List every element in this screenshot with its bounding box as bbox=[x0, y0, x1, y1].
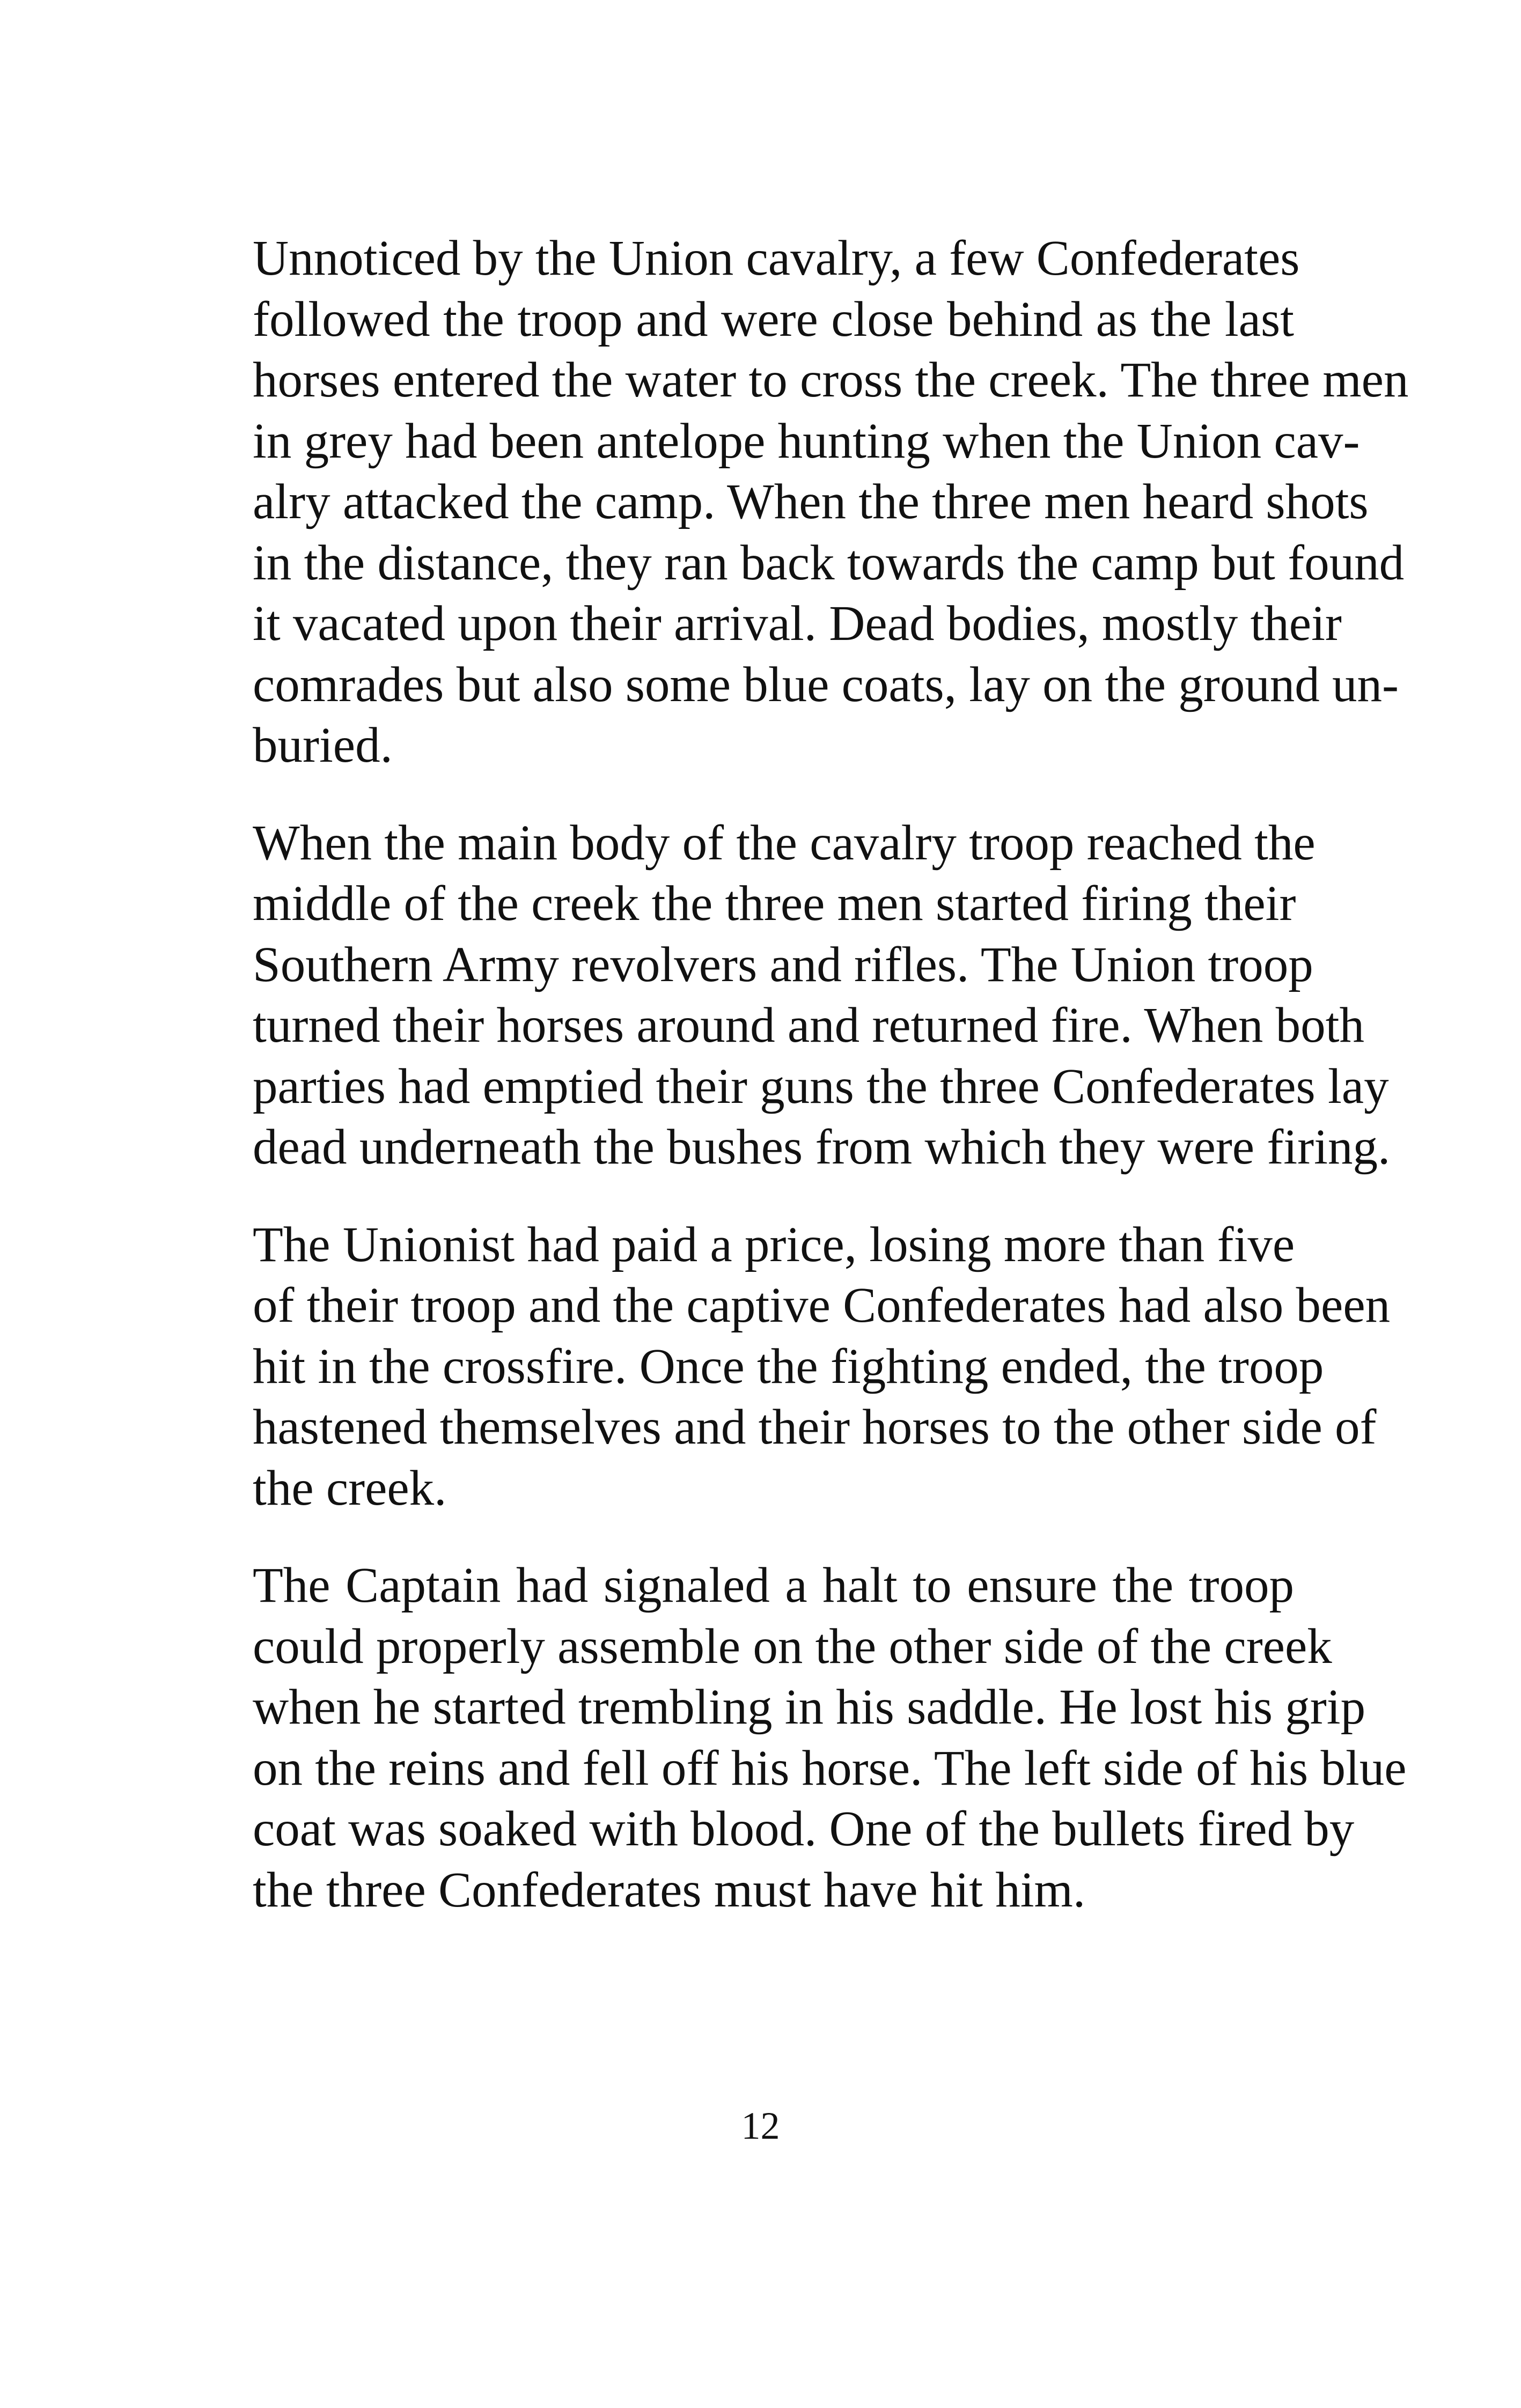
text-line: comrades but also some blue coats, lay on the ground un- bbox=[253, 657, 1399, 712]
text-line: when he started trembling in his saddle. He lost his grip bbox=[253, 1680, 1366, 1735]
text-line: the three Confederates must have hit him. bbox=[253, 1862, 1086, 1918]
paragraph-3 bbox=[188, 1214, 1391, 1519]
paragraph-4 bbox=[188, 1555, 1407, 1920]
paragraph-1 bbox=[188, 228, 1409, 776]
text-line: it vacated upon their arrival. Dead bodies, mostly their bbox=[253, 596, 1342, 651]
text-line: The Unionist had paid a price, losing more than five bbox=[253, 1217, 1295, 1272]
text-line: Unnoticed by the Union cavalry, a few Confederates bbox=[253, 231, 1300, 286]
body-text bbox=[188, 228, 1409, 1957]
text-line: followed the troop and were close behind as the last bbox=[253, 291, 1294, 347]
paragraph-2 bbox=[188, 813, 1391, 1178]
text-line: could properly assemble on the other side of the creek bbox=[253, 1618, 1332, 1674]
text-line: the creek. bbox=[253, 1460, 447, 1516]
text-line: hit in the crossfire. Once the fighting ended, the troop bbox=[253, 1338, 1324, 1394]
text-line: in grey had been antelope hunting when the Union cav- bbox=[253, 413, 1360, 469]
text-line: middle of the creek the three men started firing their bbox=[253, 876, 1296, 931]
text-line: parties had emptied their guns the three Confederates lay bbox=[253, 1058, 1389, 1114]
text-line: dead underneath the bushes from which they were firing. bbox=[253, 1120, 1391, 1175]
text-line: buried. bbox=[253, 718, 393, 773]
text-line: coat was soaked with blood. One of the bullets fired by bbox=[253, 1801, 1355, 1857]
text-line: turned their horses around and returned fire. When both bbox=[253, 998, 1365, 1053]
text-line: in the distance, they ran back towards the camp but found bbox=[253, 535, 1405, 591]
text-line: When the main body of the cavalry troop reached the bbox=[253, 815, 1316, 871]
text-line: alry attacked the camp. When the three men heard shots bbox=[253, 474, 1369, 529]
text-line: The Captain had signaled a halt to ensure the troop bbox=[253, 1558, 1294, 1613]
text-line: hastened themselves and their horses to the other side of bbox=[253, 1400, 1377, 1455]
text-line: Southern Army revolvers and rifles. The Union troop bbox=[253, 937, 1313, 992]
text-line: on the reins and fell off his horse. The left side of his blue bbox=[253, 1740, 1407, 1796]
text-line: horses entered the water to cross the creek. The three men bbox=[253, 352, 1409, 408]
text-line: of their troop and the captive Confederates had also been bbox=[253, 1278, 1391, 1333]
page-number: 12 bbox=[741, 2104, 780, 2147]
